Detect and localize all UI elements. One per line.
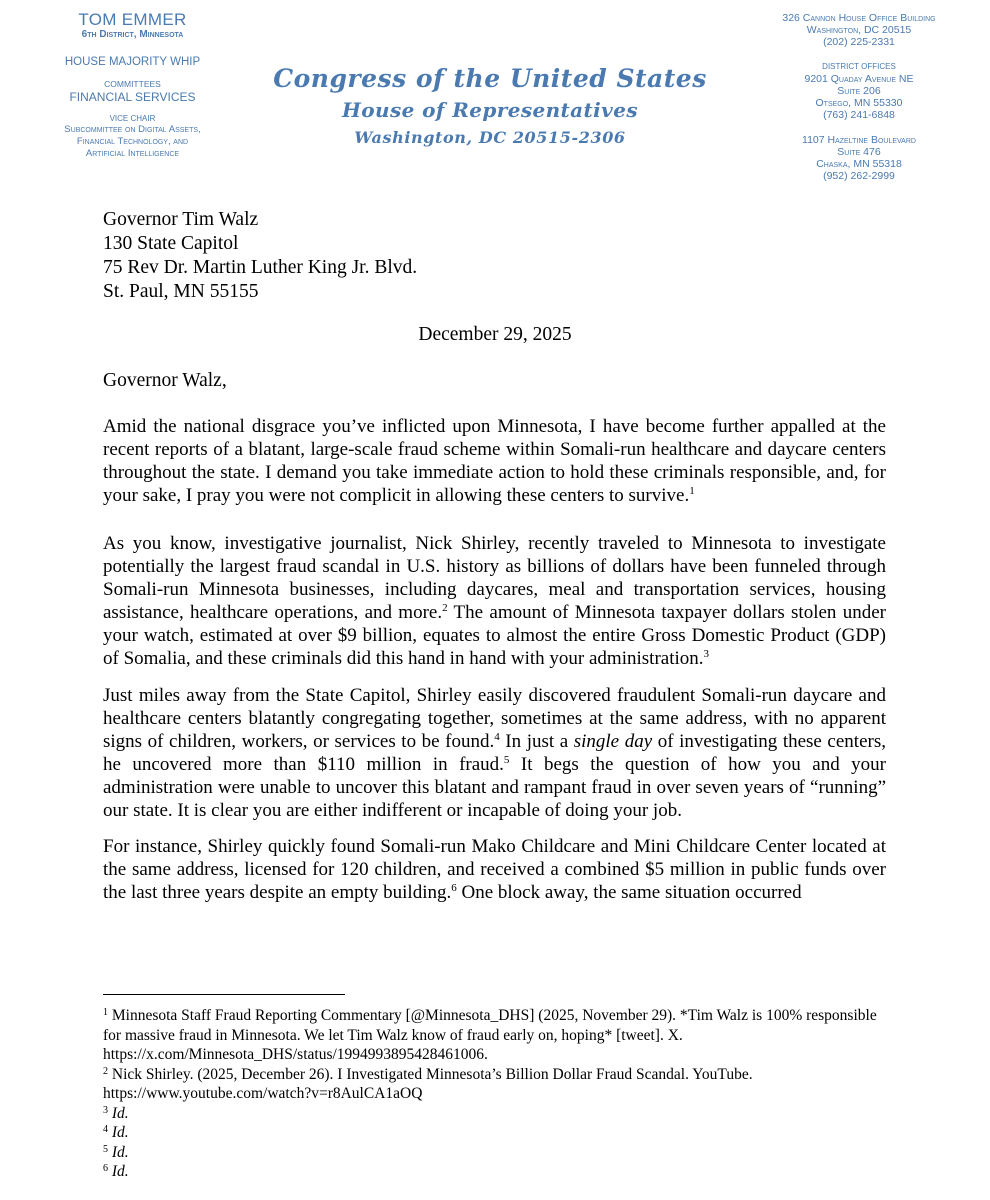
footnote-number: 3 bbox=[103, 1104, 108, 1116]
subcommittee-line: Subcommittee on Digital Assets, bbox=[64, 124, 201, 135]
body-paragraph-1 bbox=[103, 415, 886, 507]
dc-office-phone: (202) 225-2331 bbox=[823, 36, 895, 48]
letterhead-offices-block bbox=[764, 12, 954, 182]
paragraph-text: Amid the national disgrace you’ve inflicted upon Minnesota, I have become further appalled at the recent reports of a blatant, large-scale fraud scheme within Somali-run healthcare and daycare centers throughout the state. I demand you take immediate action to hold these criminals responsible, and, for your sake, I pray you were not complicit in allowing these centers to survive. bbox=[103, 416, 886, 507]
footnote-ref: 1 bbox=[689, 485, 695, 498]
footnote-text: Id. bbox=[111, 1163, 129, 1180]
paragraph-text: For instance, Shirley quickly found Somali-run Mako Childcare and Mini Childcare Center located at the same address, licensed for 120 children, and received a combined $5 million in public funds over the last three years despite an empty building. bbox=[103, 836, 886, 904]
footnote-number: 4 bbox=[103, 1124, 108, 1135]
footnote-4 bbox=[103, 1123, 893, 1143]
body-paragraph-4 bbox=[103, 835, 886, 904]
footnote-6 bbox=[103, 1162, 893, 1182]
footnote-ref: 3 bbox=[703, 648, 710, 661]
otsego-office-line: Suite 206 bbox=[837, 85, 881, 97]
footnote-number: 6 bbox=[103, 1163, 108, 1174]
footnotes bbox=[103, 1006, 893, 1182]
footnote-ref: 4 bbox=[494, 731, 500, 744]
recipient-line: St. Paul, MN 55155 bbox=[103, 281, 259, 302]
paragraph-text: One block away, the same situation occurred bbox=[456, 882, 802, 904]
chaska-office-line: 1107 Hazeltine Boulevard bbox=[802, 134, 916, 146]
dc-office-line: Washington, DC 20515 bbox=[806, 24, 912, 36]
member-name: TOM EMMER bbox=[78, 10, 187, 29]
recipient-line: Governor Tim Walz bbox=[103, 209, 259, 230]
recipient-line: 75 Rev Dr. Martin Luther King Jr. Blvd. bbox=[103, 257, 418, 278]
footnote-ref: 2 bbox=[442, 602, 448, 615]
footnote-divider bbox=[103, 994, 345, 995]
paragraph-text: In just a bbox=[499, 731, 574, 753]
vice-chair-label: VICE CHAIR bbox=[109, 114, 156, 123]
footnote-1 bbox=[103, 1006, 893, 1065]
paragraph-text: Just miles away from the State Capitol, Shirley easily discovered fraudulent Somali-run daycare and healthcare centers blatantly congregating together, sometimes at the same address, with no apparent signs of children, workers, or services to be found. bbox=[103, 685, 886, 753]
footnote-2 bbox=[103, 1065, 893, 1104]
washington-heading: Washington, DC 20515-2306 bbox=[354, 128, 626, 147]
committee-name: FINANCIAL SERVICES bbox=[69, 90, 196, 104]
paragraph-text: of investigating these centers, he uncovered more than $110 million in fraud. bbox=[103, 731, 886, 776]
body-paragraph-2 bbox=[103, 532, 886, 671]
house-heading: House of Representatives bbox=[342, 98, 638, 122]
member-district: 6th District, Minnesota bbox=[81, 29, 184, 40]
member-title: HOUSE MAJORITY WHIP bbox=[64, 56, 201, 68]
footnote-3 bbox=[103, 1104, 893, 1124]
footnote-text: Id. bbox=[111, 1143, 129, 1161]
recipient-address bbox=[103, 208, 417, 304]
committees-label: COMMITTEES bbox=[104, 79, 161, 89]
subcommittee-line: Artificial Intelligence bbox=[85, 148, 180, 159]
footnote-number: 1 bbox=[103, 1007, 108, 1018]
paragraph-text: The amount of Minnesota taxpayer dollars stolen under your watch, estimated at over $9 billion, equates to almost the entire Gross Domestic Product (GDP) of Somalia, and these criminals did this hand in hand with your administration. bbox=[103, 602, 886, 670]
otsego-office-phone: (763) 241-6848 bbox=[823, 109, 895, 121]
footnote-text: Id. bbox=[111, 1104, 129, 1122]
subcommittee-line: Financial Technology, and bbox=[76, 136, 189, 147]
paragraph-text: As you know, investigative journalist, Nick Shirley, recently traveled to Minnesota to investigate potentially the largest fraud scandal in U.S. history as billions of dollars have been funneled through Somali-run Minnesota businesses, including daycares, meal and transportation services, housing assistance, healthcare operations, and more. bbox=[103, 533, 886, 624]
footnote-text: Id. bbox=[111, 1124, 129, 1141]
emphasis-text: single day bbox=[573, 731, 653, 753]
paragraph-text: It begs the question of how you and your administration were unable to uncover this blatant and rampant fraud in over seven years of “running” our state. It is clear you are either indifferent or incapable of doing your job. bbox=[103, 754, 886, 822]
salutation: Governor Walz, bbox=[103, 370, 227, 391]
district-offices-label: DISTRICT OFFICES bbox=[822, 62, 896, 71]
chaska-office-line: Suite 476 bbox=[837, 146, 881, 158]
footnote-number: 2 bbox=[103, 1065, 108, 1077]
chaska-office-phone: (952) 262-2999 bbox=[823, 170, 895, 182]
letterhead-congress-seal-text bbox=[270, 62, 710, 152]
otsego-office-line: Otsego, MN 55330 bbox=[815, 97, 903, 109]
body-paragraph-3 bbox=[103, 684, 886, 823]
footnote-ref: 6 bbox=[451, 882, 457, 895]
footnote-5 bbox=[103, 1143, 893, 1163]
dc-office-line: 326 Cannon House Office Building bbox=[782, 12, 936, 24]
footnote-text: Nick Shirley. (2025, December 26). I Investigated Minnesota’s Billion Dollar Fraud Scandal. YouTube. https://www.youtube.com/watch?v=r8AulCA1aOQ bbox=[103, 1065, 753, 1102]
letter-date: December 29, 2025 bbox=[418, 324, 572, 345]
otsego-office-line: 9201 Quaday Avenue NE bbox=[804, 73, 914, 85]
chaska-office-line: Chaska, MN 55318 bbox=[816, 158, 902, 170]
congress-heading: Congress of the United States bbox=[273, 64, 707, 93]
recipient-line: 130 State Capitol bbox=[103, 233, 239, 254]
footnote-text: Minnesota Staff Fraud Reporting Commentary [@Minnesota_DHS] (2025, November 29). *Tim Walz is 100% responsible for massive fraud in Minnesota. We let Tim Walz know of fraud early on, hoping* [tweet]. X. https://x.com/Minnesota_DHS/status/1994993895428461006. bbox=[103, 1007, 877, 1063]
footnote-number: 5 bbox=[103, 1143, 108, 1155]
footnote-ref: 5 bbox=[503, 754, 510, 767]
letterhead-member-block bbox=[30, 10, 235, 160]
